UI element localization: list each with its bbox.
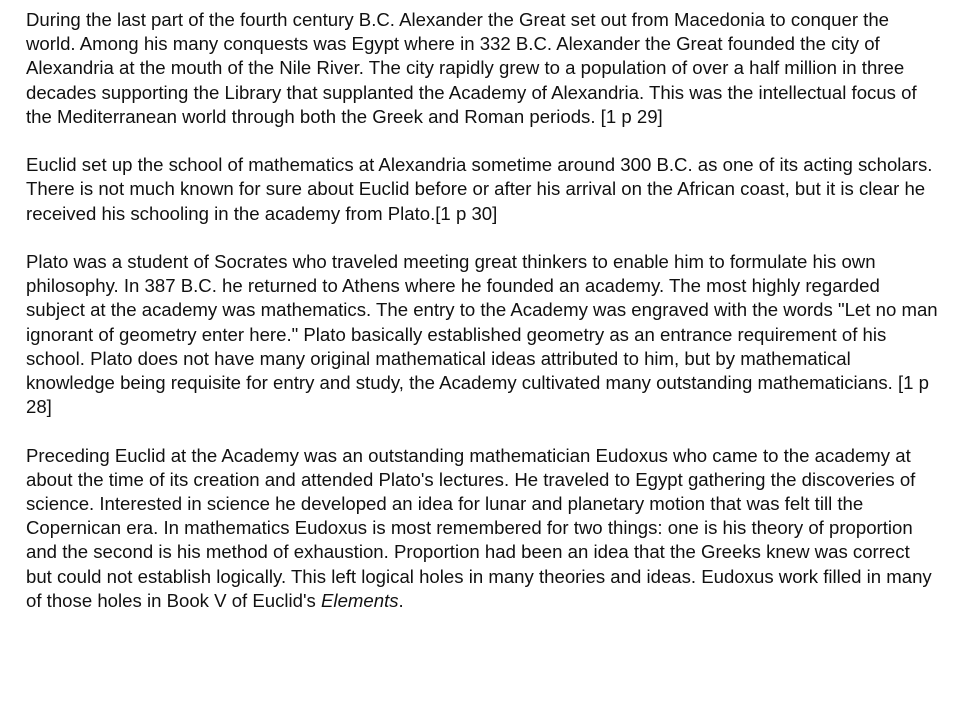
paragraph-plato <box>26 250 940 419</box>
paragraph-eudoxus-text: Preceding Euclid at the Academy was an outstanding mathematician Eudoxus who came to the academy at about the time of its creation and attended Plato's lectures. He traveled to Egypt gathering the discoveries of science. Interested in science he developed an idea for lunar and planetary motion that was felt till the Copernican era. In mathematics Eudoxus is most remembered for two things: one is his theory of proportion and the second is his method of exhaustion. Proportion had been an idea that the Greeks knew was correct but could not establish logically. This left logical holes in many theories and ideas. Eudoxus work filled in many of those holes in Book V of Euclid's <box>26 444 932 611</box>
paragraph-alexandria <box>26 8 940 129</box>
elements-book-title: Elements <box>321 589 399 611</box>
paragraph-alexandria-text: During the last part of the fourth century B.C. Alexander the Great set out from Macedonia to conquer the world. Among his many conquests was Egypt where in 332 B.C. Alexander the Great founded the city of Alexandria at the mouth of the Nile River. The city rapidly grew to a population of over a half million in three decades supporting the Library that supplanted the Academy of Alexandria. This was the intellectual focus of the Mediterranean world through both the Greek and Roman periods. [1 p 29] <box>26 9 917 127</box>
slide-text-body <box>26 8 940 613</box>
paragraph-eudoxus-end: . <box>398 589 404 611</box>
paragraph-euclid-text: Euclid set up the school of mathematics at Alexandria sometime around 300 B.C. as one of its acting scholars. There is not much known for sure about Euclid before or after his arrival on the African coast, but it is clear he received his schooling in the academy from Plato.[1 p 30] <box>26 154 933 224</box>
paragraph-plato-text: Plato was a student of Socrates who traveled meeting great thinkers to enable him to formulate his own philosophy. In 387 B.C. he returned to Athens where he founded an academy. The most highly regarded subject at the academy was mathematics. The entry to the Academy was engraved with the words "Let no man ignorant of geometry enter here." Plato basically established geometry as an entrance requirement of his school. Plato does not have many original mathematical ideas attributed to him, but by mathematical knowledge being requisite for entry and study, the Academy cultivated many outstanding mathematicians. [1 p 28] <box>26 251 938 418</box>
paragraph-eudoxus <box>26 444 940 613</box>
paragraph-euclid <box>26 153 940 226</box>
